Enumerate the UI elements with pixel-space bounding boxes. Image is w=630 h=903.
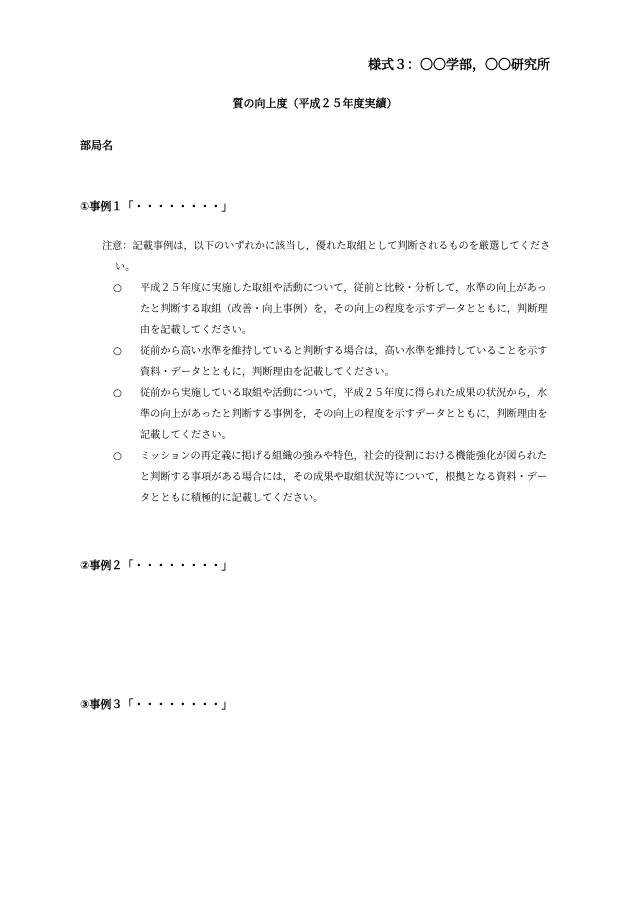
circle-bullet-icon: ○ [113,283,122,294]
circle-bullet-icon: ○ [113,451,122,462]
note-item-text: ミッションの再定義に掲げる組織の強みや特色，社会的役割における機能強化が図られたと判断する事項がある場合には，その成果や取組状況等について，根拠となる資料・データとともに積極的に記載してください。 [140,451,548,504]
case-1-heading: ①事例１「・・・・・・・・」 [80,200,233,213]
circle-bullet-icon: ○ [113,346,122,357]
note-item [102,383,554,446]
note-list [102,278,554,509]
document-title: 質の向上度（平成２５年度実績） [232,97,398,110]
note-item-text: 平成２５年度に実施した取組や活動について，従前と比較・分析して，水準の向上があったと判断する取組（改善・向上事例）を，その向上の程度を示すデータとともに，判断理由を記載してください。 [140,283,548,336]
note-item [102,341,554,383]
case-2-heading: ②事例２「・・・・・・・・」 [80,559,233,572]
note-item [102,278,554,341]
circle-bullet-icon: ○ [113,388,122,399]
department-label: 部局名 [80,139,113,152]
instruction-note [102,236,554,509]
note-item-text: 従前から実施している取組や活動について，平成２５年度に得られた成果の状況から，水準の向上があったと判断する事例を，その向上の程度を示すデータとともに，判断理由を記載してください。 [140,388,548,441]
note-intro: 注意：記載事例は，以下のいずれかに該当し，優れた取組として判断されるものを厳選してください。 [102,241,551,273]
case-3-heading: ③事例３「・・・・・・・・」 [80,698,233,711]
form-label: 様式３：〇〇学部，〇〇研究所 [367,58,550,73]
note-item-text: 従前から高い水準を維持していると判断する場合は，高い水準を維持していることを示す資料・データとともに，判断理由を記載してください。 [140,346,548,378]
note-item [102,446,554,509]
